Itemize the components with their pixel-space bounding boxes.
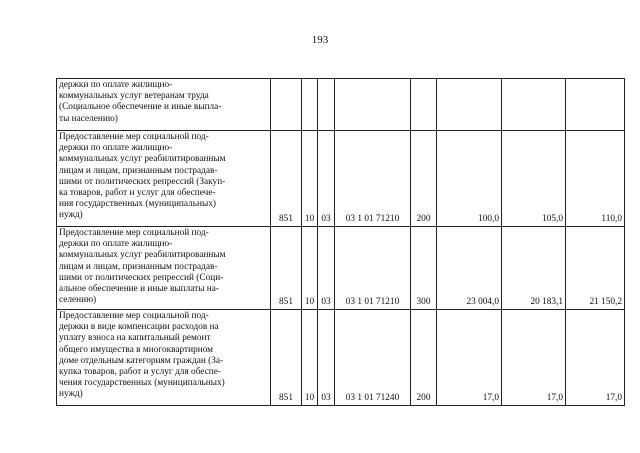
table-row <box>57 227 625 310</box>
subsection-code-cell: 03 <box>318 131 335 227</box>
subsection-code-cell: 03 <box>318 227 335 310</box>
amount-year1-cell <box>437 79 502 131</box>
ministry-code-cell: 851 <box>271 131 302 227</box>
expense-name: Предоставление мер социальной под- держки по оплате жилищно- коммунальных услуг реабилитированным лицам и лицам, признанным пострадав- шими от политических репрессий (Соци- альное обеспечение и иные выплаты на- селению) <box>59 228 226 306</box>
table-row <box>57 310 625 406</box>
expense-name-cell <box>57 310 271 406</box>
expense-name: Предоставление мер социальной под- держки по оплате жилищно- коммунальных услуг реабилитированным лицам и лицам, признанным пострадав- шими от политических репрессий (Закуп- ка товаров, работ и услуг для обеспече- ния государственных (муниципальных) нужд) <box>59 132 226 221</box>
amount-year2-cell: 105,0 <box>502 131 566 227</box>
expense-name: Предоставление мер социальной под- держки в виде компенсации расходов на уплату взноса на капитальный ремонт общего имущества в многоквартирном доме отдельным категориям граждан (За- купка товаров, работ и услуг для обеспе- чения государственных (муниципальных) нужд) <box>59 311 225 400</box>
expense-name: держки по оплате жилищно- коммунальных услуг ветеранам труда (Социальное обеспечение и иные выпла- ты населению) <box>59 80 222 124</box>
expense-kind-cell: 200 <box>411 310 437 406</box>
section-code-cell: 10 <box>302 131 318 227</box>
expense-name-cell <box>57 227 271 310</box>
amount-year2-cell: 20 183,1 <box>502 227 566 310</box>
amount-year1-cell: 100,0 <box>437 131 502 227</box>
section-code-cell: 10 <box>302 227 318 310</box>
target-code-cell: 03 1 01 71210 <box>335 227 411 310</box>
section-code-cell <box>302 79 318 131</box>
expense-name-cell <box>57 79 271 131</box>
amount-year2-cell <box>502 79 566 131</box>
amount-year2-cell: 17,0 <box>502 310 566 406</box>
ministry-code-cell: 851 <box>271 227 302 310</box>
amount-year3-cell <box>566 79 625 131</box>
expense-name-cell <box>57 131 271 227</box>
ministry-code-cell: 851 <box>271 310 302 406</box>
budget-table <box>56 78 625 406</box>
amount-year3-cell: 17,0 <box>566 310 625 406</box>
page-number: 193 <box>311 34 329 46</box>
section-code-cell: 10 <box>302 310 318 406</box>
target-code-cell <box>335 79 411 131</box>
table-row <box>57 79 625 131</box>
target-code-cell: 03 1 01 71210 <box>335 131 411 227</box>
target-code-cell: 03 1 01 71240 <box>335 310 411 406</box>
table-row <box>57 131 625 227</box>
amount-year1-cell: 23 004,0 <box>437 227 502 310</box>
expense-kind-cell: 200 <box>411 131 437 227</box>
subsection-code-cell <box>318 79 335 131</box>
ministry-code-cell <box>271 79 302 131</box>
amount-year1-cell: 17,0 <box>437 310 502 406</box>
expense-kind-cell <box>411 79 437 131</box>
expense-kind-cell: 300 <box>411 227 437 310</box>
amount-year3-cell: 21 150,2 <box>566 227 625 310</box>
subsection-code-cell: 03 <box>318 310 335 406</box>
amount-year3-cell: 110,0 <box>566 131 625 227</box>
